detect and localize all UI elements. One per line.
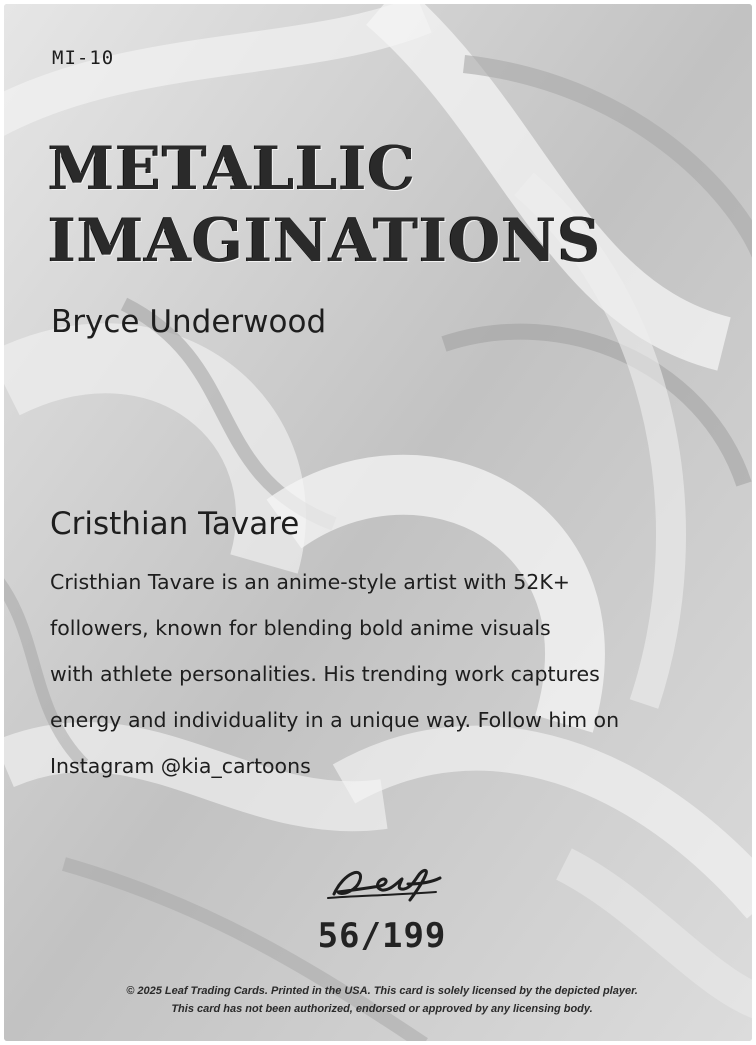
artist-bio-line: Instagram @kia_cartoons [50, 754, 311, 778]
card-number: MI-10 [52, 47, 115, 69]
artist-bio-line: with athlete personalities. His trending work captures [50, 662, 600, 686]
legal-text-line-1: © 2025 Leaf Trading Cards. Printed in the USA. This card is solely licensed by the depicted player. [126, 985, 638, 997]
artist-bio-line: Cristhian Tavare is an anime-style artist with 52K+ [50, 570, 570, 594]
trading-card-back [4, 4, 752, 1041]
legal-text-line-2: This card has not been authorized, endorsed or approved by any licensing body. [171, 1003, 593, 1015]
set-title-line-1: METALLIC [48, 134, 417, 204]
artist-bio [50, 559, 740, 789]
serial-number: 56/199 [317, 916, 447, 956]
artist-bio-line: followers, known for blending bold anime visuals [50, 616, 551, 640]
artist-name: Cristhian Tavare [50, 506, 300, 542]
leaf-logo-icon [324, 862, 446, 906]
player-name: Bryce Underwood [51, 304, 327, 340]
artist-bio-line: energy and individuality in a unique way. Follow him on [50, 708, 620, 732]
set-title-line-2: IMAGINATIONS [48, 206, 602, 276]
